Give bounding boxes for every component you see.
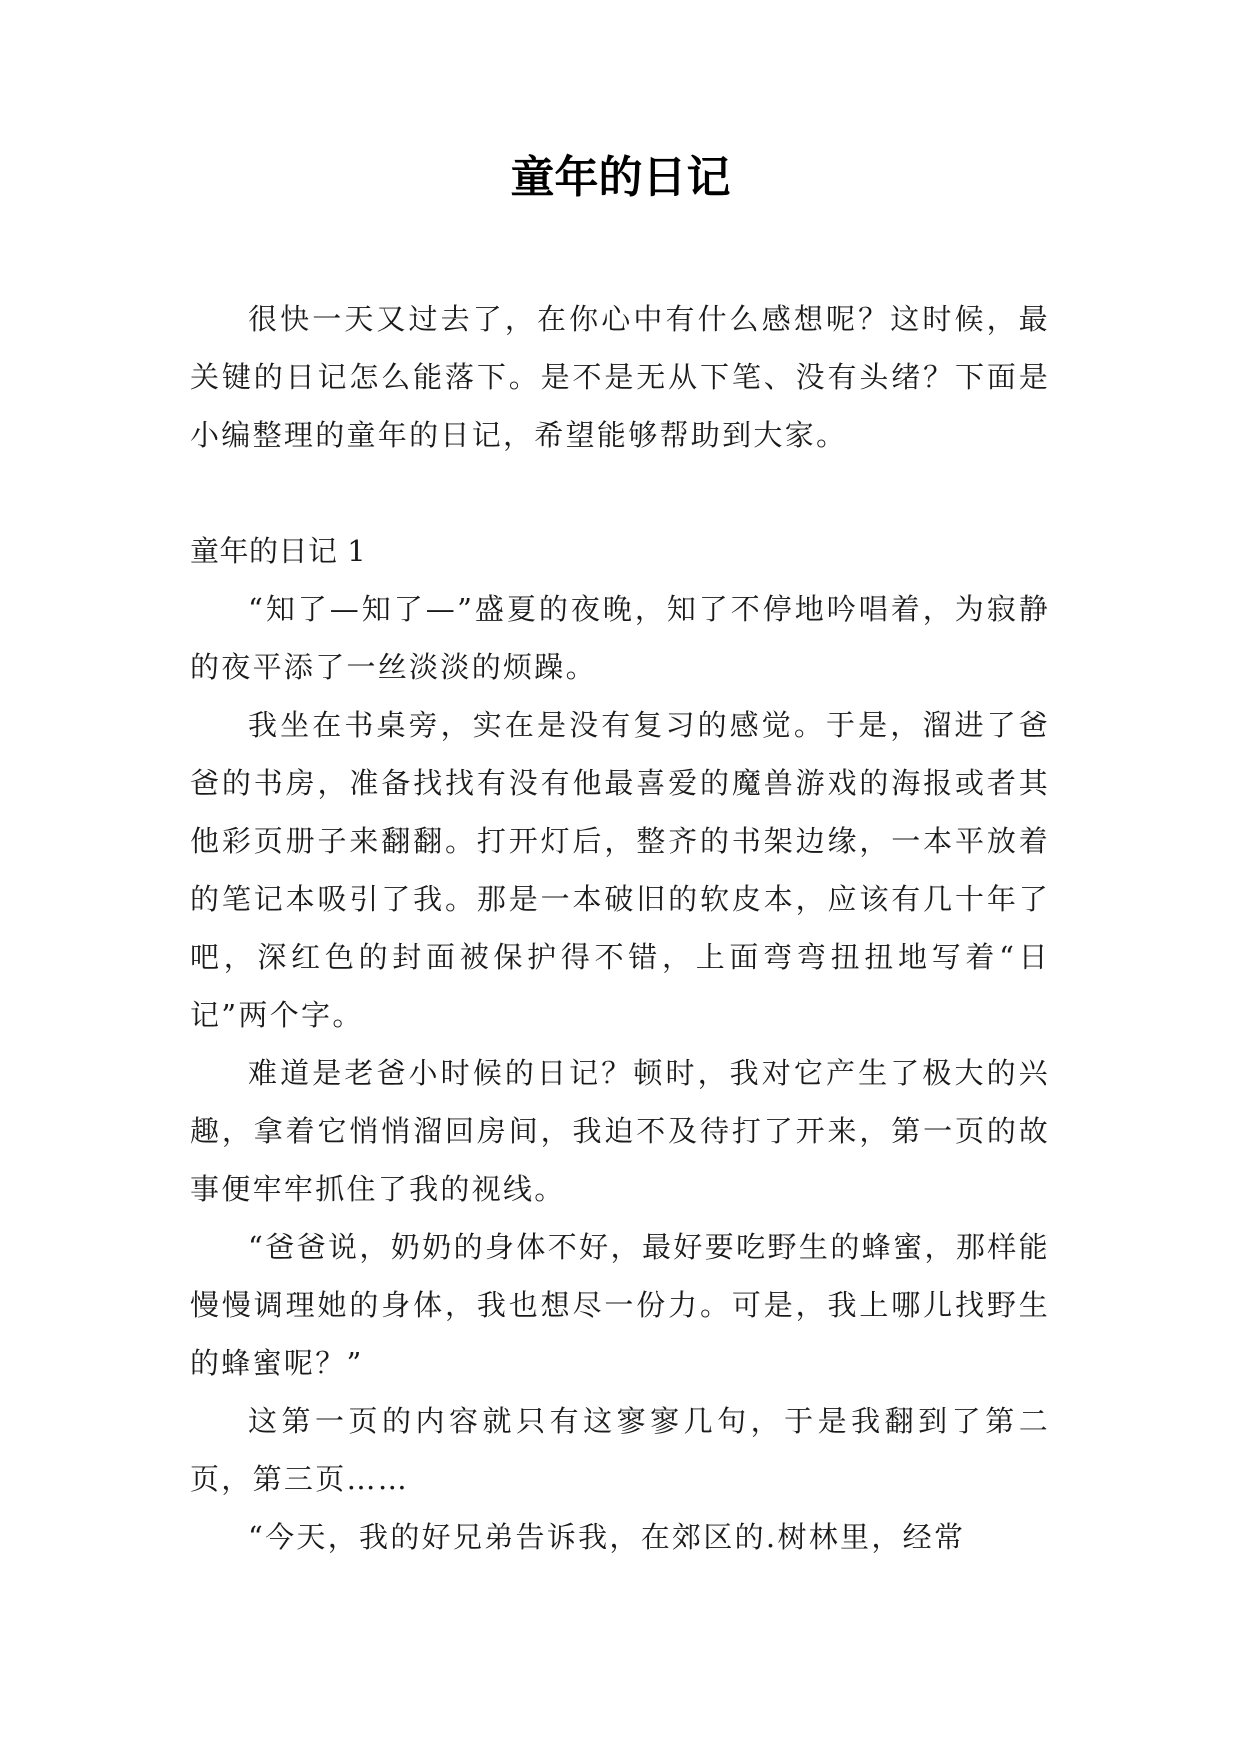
body-paragraph: 这第一页的内容就只有这寥寥几句，于是我翻到了第二页，第三页…… <box>190 1404 1050 1496</box>
body-paragraph: “爸爸说，奶奶的身体不好，最好要吃野生的蜂蜜，那样能慢慢调理她的身体，我也想尽一份力。可是，我上哪儿找野生的蜂蜜呢？” <box>190 1230 1050 1380</box>
section-heading: 童年的日记 1 <box>190 534 367 568</box>
body-paragraph: “知了—知了—”盛夏的夜晚，知了不停地吟唱着，为寂静的夜平添了一丝淡淡的烦躁。 <box>190 592 1050 684</box>
body-paragraph: 我坐在书桌旁，实在是没有复习的感觉。于是，溜进了爸爸的书房，准备找找有没有他最喜爱的魔兽游戏的海报或者其他彩页册子来翻翻。打开灯后，整齐的书架边缘，一本平放着的笔记本吸引了我。那是一本破旧的软皮本，应该有几十年了吧，深红色的封面被保护得不错，上面弯弯扭扭地写着“日记”两个字。 <box>190 708 1050 1032</box>
intro-paragraph: 很快一天又过去了，在你心中有什么感想呢？这时候，最关键的日记怎么能落下。是不是无从下笔、没有头绪？下面是小编整理的童年的日记，希望能够帮助到大家。 <box>190 302 1050 452</box>
body-paragraph: “今天，我的好兄弟告诉我，在郊区的.树林里，经常 <box>248 1520 966 1554</box>
body-paragraph: 难道是老爸小时候的日记？顿时，我对它产生了极大的兴趣，拿着它悄悄溜回房间，我迫不及待打了开来，第一页的故事便牢牢抓住了我的视线。 <box>190 1056 1050 1206</box>
document-body <box>190 290 1050 1566</box>
document-title: 童年的日记 <box>510 152 731 203</box>
